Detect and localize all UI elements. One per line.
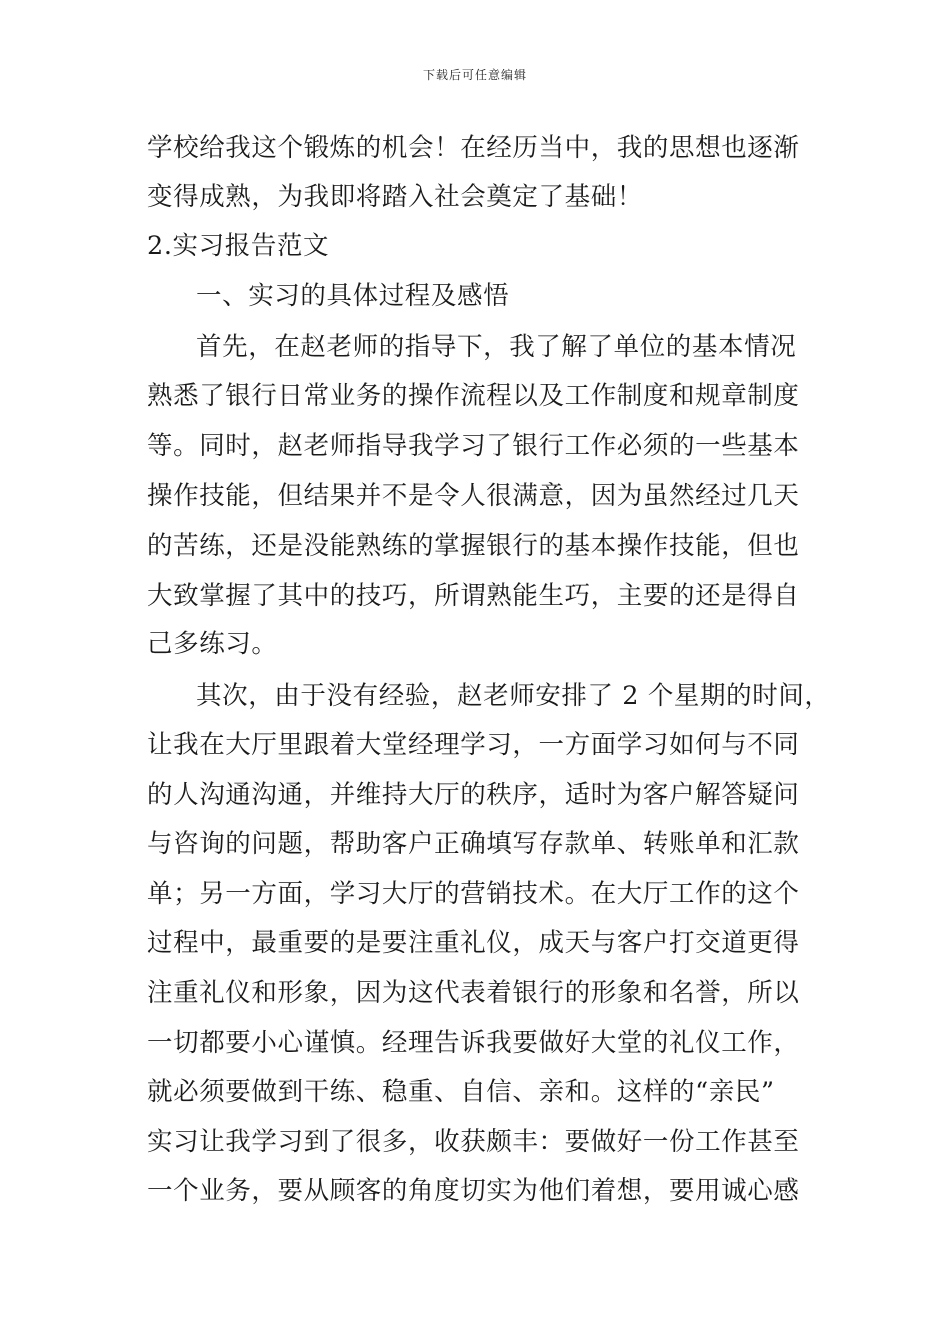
subsection-heading: 一、实习的具体过程及感悟	[196, 281, 510, 311]
text-line: 注重礼仪和形象，因为这代表着银行的形象和名誉，所以	[147, 978, 800, 1008]
text-line: 与咨询的问题，帮助客户正确填写存款单、转账单和汇款	[147, 829, 800, 859]
text-line: 等。同时，赵老师指导我学习了银行工作必须的一些基本	[147, 431, 800, 461]
text-line: 的苦练，还是没能熟练的掌握银行的基本操作技能，但也	[147, 531, 800, 561]
text-line: 大致掌握了其中的技巧，所谓熟能生巧，主要的还是得自	[147, 581, 800, 611]
text-line: 己多练习。	[147, 629, 278, 659]
text-line: 学校给我这个锻炼的机会！在经历当中，我的思想也逐渐	[147, 133, 800, 163]
text-line: 操作技能，但结果并不是令人很满意，因为虽然经过几天	[147, 481, 800, 511]
text-line: 其次，由于没有经验，赵老师安排了 2 个星期的时间，	[196, 681, 831, 711]
text-line: 熟悉了银行日常业务的操作流程以及工作制度和规章制度	[147, 381, 800, 411]
text-line: 首先，在赵老师的指导下，我了解了单位的基本情况	[196, 332, 797, 362]
text-line: 让我在大厅里跟着大堂经理学习，一方面学习如何与不同	[147, 730, 800, 760]
section-heading: 2.实习报告范文	[147, 231, 330, 261]
text-line: 过程中，最重要的是要注重礼仪，成天与客户打交道更得	[147, 928, 800, 958]
text-line: 变得成熟，为我即将踏入社会奠定了基础！	[147, 182, 643, 212]
text-line: 一个业务，要从顾客的角度切实为他们着想，要用诚心感	[147, 1176, 800, 1206]
text-line: 一切都要小心谨慎。经理告诉我要做好大堂的礼仪工作，	[147, 1028, 800, 1058]
header-note: 下载后可任意编辑	[422, 68, 527, 82]
text-line: 实习让我学习到了很多，收获颇丰：要做好一份工作甚至	[147, 1127, 800, 1157]
text-line: 的人沟通沟通，并维持大厅的秩序，适时为客户解答疑问	[147, 780, 800, 810]
text-line: 就必须要做到干练、稳重、自信、亲和。这样的“亲民”	[147, 1077, 775, 1107]
text-line: 单；另一方面，学习大厅的营销技术。在大厅工作的这个	[147, 879, 800, 909]
